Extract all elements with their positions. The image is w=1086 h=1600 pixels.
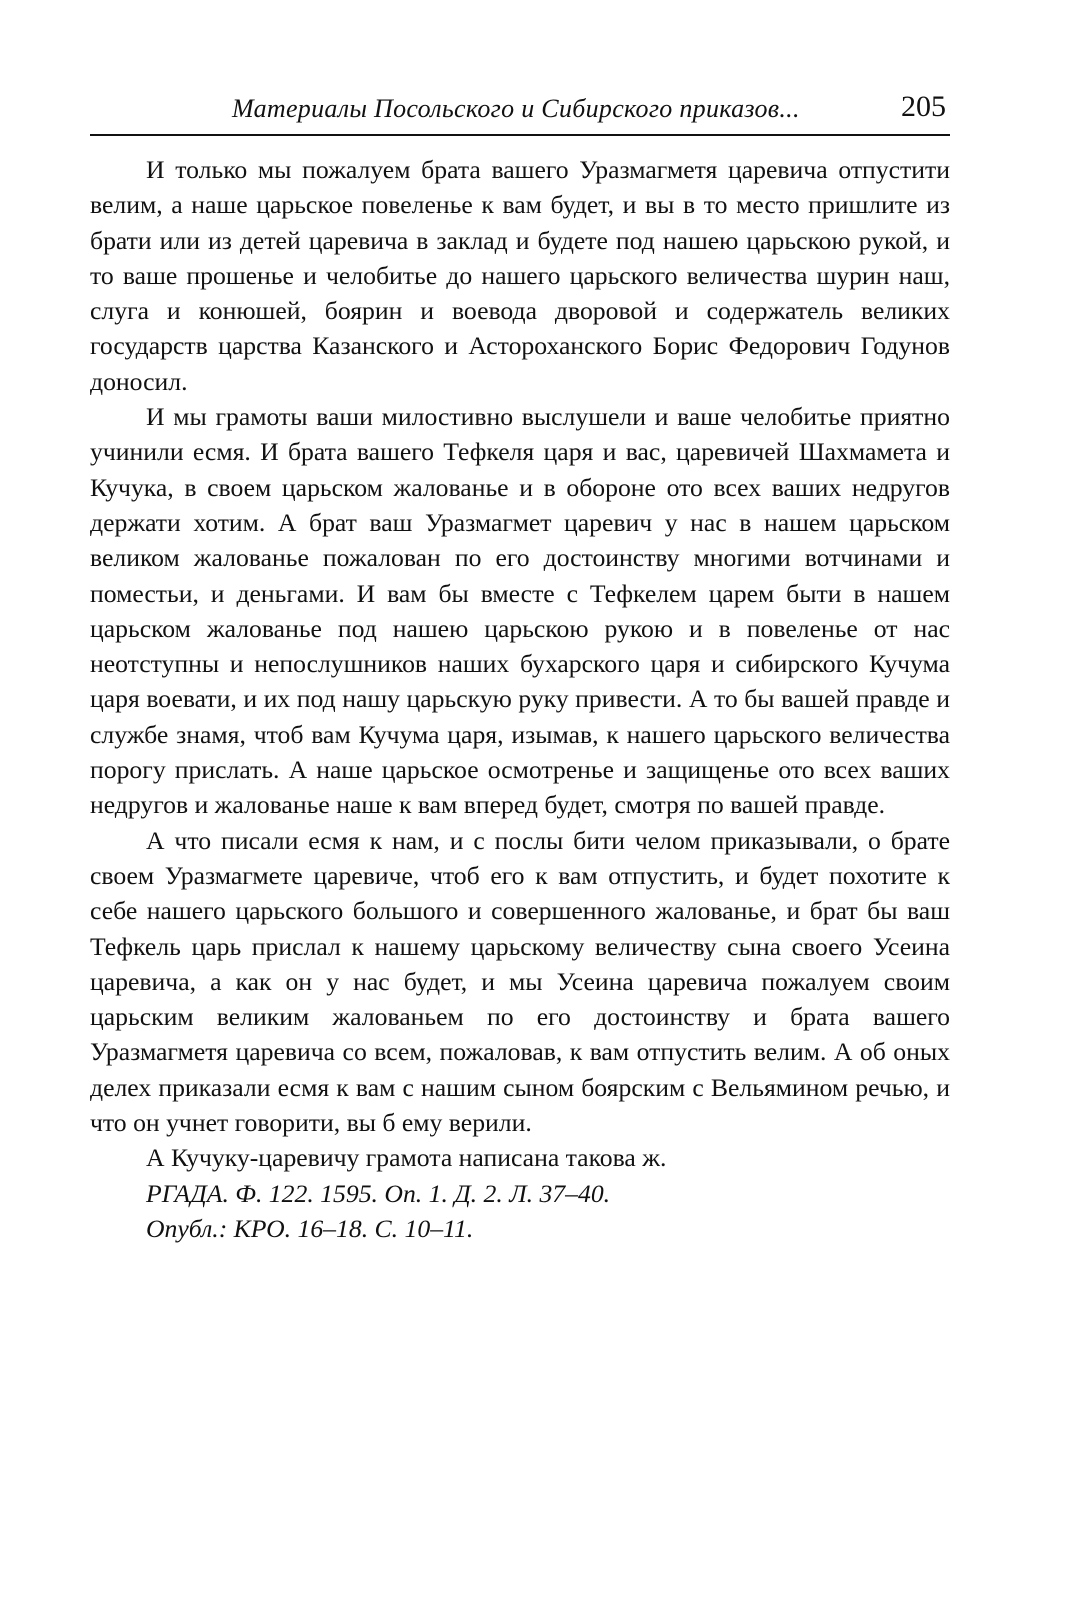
running-header: [90, 90, 950, 136]
paragraph: А что писали есмя к нам, и с послы бити челом приказывали, о брате своем Уразмагмете царевиче, чтоб его к вам отпустить, и будет похотите к себе нашего царьского большого и совершенного жалованье, и брат бы ваш Тефкель царь прислал к нашему царьскому величеству сына своего Усеина царевича, а как он у нас будет, и мы Усеина царевича пожалуем своим царьским великим жалованьем по его достоинству и брата вашего Уразмагметя царевича со всем, пожаловав, к вам отпустить велим. А об оных делех приказали есмя к вам с нашим сыном боярским с Вельямином речью, и что он учнет говорити, вы б ему верили.: [90, 825, 950, 1138]
archive-reference: РГАДА. Ф. 122. 1595. Оп. 1. Д. 2. Л. 37–40.: [146, 1178, 611, 1208]
document-body: [90, 152, 950, 1246]
running-title: Материалы Посольского и Сибирского приказов...: [232, 94, 800, 123]
paragraph: И только мы пожалуем брата вашего Уразмагметя царевича отпустити велим, а наше царьское повеленье к вам будет, и вы в то место пришлите из брати или из детей царевича в заклад и будете под нашею царьскою рукой, и то ваше прошенье и челобитье до нашего царьского величества шурин наш, слуга и конюшей, боярин и воевода дворовой и содержатель великих государств царства Казанского и Астороханского Борис Федорович Годунов доносил.: [90, 155, 950, 396]
closing-note: А Кучуку-царевичу грамота написана такова ж.: [146, 1143, 667, 1173]
book-page: [90, 0, 950, 1600]
page-number: 205: [901, 90, 946, 123]
paragraph: И мы грамоты ваши милостивно выслушели и ваше челобитье приятно учинили есмя. И брата вашего Тефкеля царя и вас, царевичей Шахмамета и Кучука, в своем царьском жалованье и в обороне ото всех ваших недругов держати хотим. А брат ваш Уразмагмет царевич у нас в нашем царьском великом жалованье пожалован по его достоинству многими вотчинами и поместьи, и деньгами. И вам бы вместе с Тефкелем царем быти в нашем царьском жалованье под нашею царьскою рукою и в повеленье от нас неотступны и непослушников наших бухарского царя и сибирского Кучума царя воевати, и их под нашу царьскую руку привести. А то бы вашей правде и службе знамя, чтоб вам Кучума царя, изымав, к нашего царьского величества порогу прислать. А наше царьское осмотренье и защищенье ото всех ваших недругов и жалованье наше к вам вперед будет, смотря по вашей правде.: [90, 402, 950, 820]
publication-reference: Опубл.: КРО. 16–18. С. 10–11.: [146, 1213, 474, 1243]
